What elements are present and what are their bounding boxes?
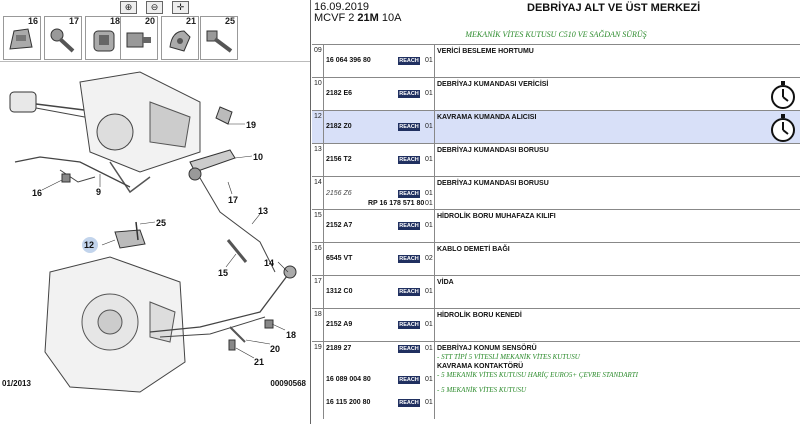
part-reference[interactable]: 2182 E6	[326, 90, 353, 97]
column-divider	[434, 243, 435, 275]
table-row[interactable]	[312, 341, 800, 419]
part-description: KABLO DEMETİ BAĞI	[437, 246, 510, 253]
part-quantity: 01	[425, 345, 433, 352]
part-quantity: 01	[425, 376, 433, 383]
column-divider	[434, 111, 435, 143]
model-suffix: 10A	[378, 12, 402, 24]
part-description: VERİCİ BESLEME HORTUMU	[437, 48, 534, 55]
callout-12[interactable]: 12	[84, 240, 95, 250]
thumbnail-part[interactable]	[3, 16, 41, 60]
part-quantity: 01	[425, 399, 433, 406]
row-index-cell	[312, 210, 324, 242]
row-index: 19	[314, 344, 322, 351]
part-reference[interactable]: 2182 Z0	[326, 123, 352, 130]
part-description: HİDROLİK BORU MUHAFAZA KILIFI	[437, 213, 556, 220]
row-index-cell	[312, 45, 324, 77]
part-reference[interactable]: 6545 VT	[326, 255, 353, 262]
callout-17[interactable]: 17	[228, 195, 239, 205]
table-row[interactable]	[312, 209, 800, 242]
row-index: 16	[314, 245, 322, 252]
part-description: HİDROLİK BORU KENEDİ	[437, 312, 522, 319]
row-index: 17	[314, 278, 322, 285]
part-reference[interactable]: 1312 C0	[326, 288, 353, 295]
part-note: - 5 MEKANİK VİTES KUTUSU HARİÇ EURO5+ ÇEVRE STANDARTI	[437, 371, 638, 379]
part-description: DEBRİYAJ KUMANDASI BORUSU	[437, 147, 549, 154]
pan-icon[interactable]: ✛	[172, 1, 189, 14]
callout-19[interactable]: 19	[246, 120, 257, 130]
thumbnail-number: 16	[27, 16, 38, 26]
parts-panel	[312, 0, 800, 424]
part-reference[interactable]: 2189 27	[326, 345, 352, 352]
reach-badge[interactable]: REACH	[399, 223, 419, 229]
part-description: DEBRİYAJ KUMANDASI VERİCİSİ	[437, 81, 549, 88]
reach-badge[interactable]: REACH	[399, 289, 419, 295]
thumbnail-part[interactable]	[161, 16, 199, 60]
exploded-diagram	[0, 62, 311, 424]
callout-16[interactable]: 16	[32, 188, 43, 198]
table-row[interactable]	[312, 308, 800, 341]
reach-badge[interactable]: REACH	[399, 377, 419, 383]
reach-badge[interactable]: REACH	[399, 91, 419, 97]
column-divider	[434, 210, 435, 242]
column-divider	[434, 177, 435, 209]
reach-badge[interactable]: REACH	[399, 58, 419, 64]
row-index-cell	[312, 342, 324, 419]
table-row[interactable]	[312, 143, 800, 176]
row-index-cell	[312, 243, 324, 275]
callout-21[interactable]: 21	[254, 357, 265, 367]
part-quantity: 01	[425, 123, 433, 130]
thumbnail-part[interactable]	[44, 16, 82, 60]
header-model	[314, 12, 401, 24]
thumbnail-part[interactable]	[200, 16, 238, 60]
model-prefix: MCVF 2	[314, 12, 358, 24]
callout-25[interactable]: 25	[156, 218, 167, 228]
callout-15[interactable]: 15	[218, 268, 229, 278]
part-quantity: 02	[425, 255, 433, 262]
callout-9[interactable]: 9	[96, 187, 102, 197]
column-divider	[434, 342, 435, 419]
row-index: 09	[314, 47, 322, 54]
part-reference[interactable]: 16 064 396 80	[326, 57, 371, 64]
row-index-cell	[312, 177, 324, 209]
stopwatch-icon[interactable]	[770, 80, 796, 110]
part-quantity: 01	[425, 190, 433, 197]
part-description: DEBRİYAJ KONUM SENSÖRÜ	[437, 345, 537, 352]
stopwatch-icon[interactable]	[770, 113, 796, 143]
part-reference[interactable]: 2156 Z6	[326, 190, 352, 197]
reach-badge[interactable]: REACH	[399, 124, 419, 130]
thumbnail-number: 18	[109, 16, 120, 26]
zoom-out-icon[interactable]: ⊖	[146, 1, 163, 14]
part-quantity: 01	[425, 156, 433, 163]
part-description: KAVRAMA KUMANDA ALICISI	[437, 114, 537, 121]
part-description: DEBRİYAJ KUMANDASI BORUSU	[437, 180, 549, 187]
part-quantity: 01	[425, 288, 433, 295]
part-reference[interactable]: 16 089 004 80	[326, 376, 371, 383]
row-index-cell	[312, 78, 324, 110]
page-title: DEBRİYAJ ALT VE ÜST MERKEZİ	[527, 2, 701, 14]
thumbnail-number: 25	[224, 16, 235, 26]
part-reference[interactable]: RP 16 178 571 80	[368, 200, 425, 207]
row-index-cell	[312, 276, 324, 308]
part-note: - 5 MEKANİK VİTES KUTUSU	[437, 386, 527, 394]
column-divider	[434, 309, 435, 341]
thumbnail-number: 20	[144, 16, 155, 26]
clutch-assembly-drawing	[0, 62, 311, 424]
thumbnail-strip	[0, 0, 311, 62]
thumbnail-part[interactable]	[120, 16, 158, 60]
table-row[interactable]	[312, 176, 800, 209]
diagram-panel	[0, 0, 311, 424]
table-row[interactable]	[312, 110, 800, 143]
table-row[interactable]	[312, 242, 800, 275]
table-row[interactable]	[312, 77, 800, 110]
parts-table	[312, 44, 800, 419]
part-quantity: 01	[425, 90, 433, 97]
part-quantity: 01	[425, 200, 433, 207]
row-index: 18	[314, 311, 322, 318]
thumbnail-number: 21	[185, 16, 196, 26]
row-index: 14	[314, 179, 322, 186]
thumbnail-number: 17	[68, 16, 79, 26]
callout-10[interactable]: 10	[253, 152, 264, 162]
column-divider	[434, 144, 435, 176]
row-index: 10	[314, 80, 322, 87]
row-index: 13	[314, 146, 322, 153]
model-code: 21M	[357, 12, 379, 24]
callout-18[interactable]: 18	[286, 330, 297, 340]
thumbnail-part[interactable]	[85, 16, 123, 60]
reach-badge[interactable]: REACH	[399, 256, 419, 262]
zoom-in-icon[interactable]: ⊕	[120, 1, 137, 14]
reach-badge[interactable]: REACH	[399, 191, 419, 197]
column-divider	[434, 45, 435, 77]
part-reference[interactable]: 2156 T2	[326, 156, 352, 163]
part-reference[interactable]: 2152 A7	[326, 222, 353, 229]
reach-badge[interactable]: REACH	[399, 400, 419, 406]
part-quantity: 01	[425, 222, 433, 229]
part-quantity: 01	[425, 321, 433, 328]
section-subtitle: MEKANİK VİTES KUTUSU C510 VE SAĞDAN SÜRÜŞ	[465, 30, 647, 39]
callout-14[interactable]: 14	[264, 258, 275, 268]
footer-code: 00090568	[270, 379, 306, 388]
part-quantity: 01	[425, 57, 433, 64]
callout-20[interactable]: 20	[270, 344, 281, 354]
part-description: KAVRAMA KONTAKTÖRÜ	[437, 363, 524, 370]
footer-date: 01/2013	[2, 379, 31, 388]
table-row[interactable]	[312, 275, 800, 308]
row-index: 15	[314, 212, 322, 219]
part-note: - STT TİPİ 5 VİTESLİ MEKANİK VİTES KUTUSU	[437, 353, 580, 361]
row-index: 12	[314, 113, 322, 120]
part-description: VİDA	[437, 279, 454, 286]
row-index-cell	[312, 309, 324, 341]
column-divider	[434, 78, 435, 110]
row-index-cell	[312, 111, 324, 143]
row-index-cell	[312, 144, 324, 176]
part-reference[interactable]: 16 115 200 80	[326, 399, 371, 406]
callout-13[interactable]: 13	[258, 206, 269, 216]
reach-badge[interactable]: REACH	[399, 322, 419, 328]
reach-badge[interactable]: REACH	[399, 346, 419, 352]
column-divider	[434, 276, 435, 308]
reach-badge[interactable]: REACH	[399, 157, 419, 163]
part-reference[interactable]: 2152 A9	[326, 321, 353, 328]
table-row[interactable]	[312, 44, 800, 77]
header-date: 16.09.2019	[314, 1, 370, 13]
